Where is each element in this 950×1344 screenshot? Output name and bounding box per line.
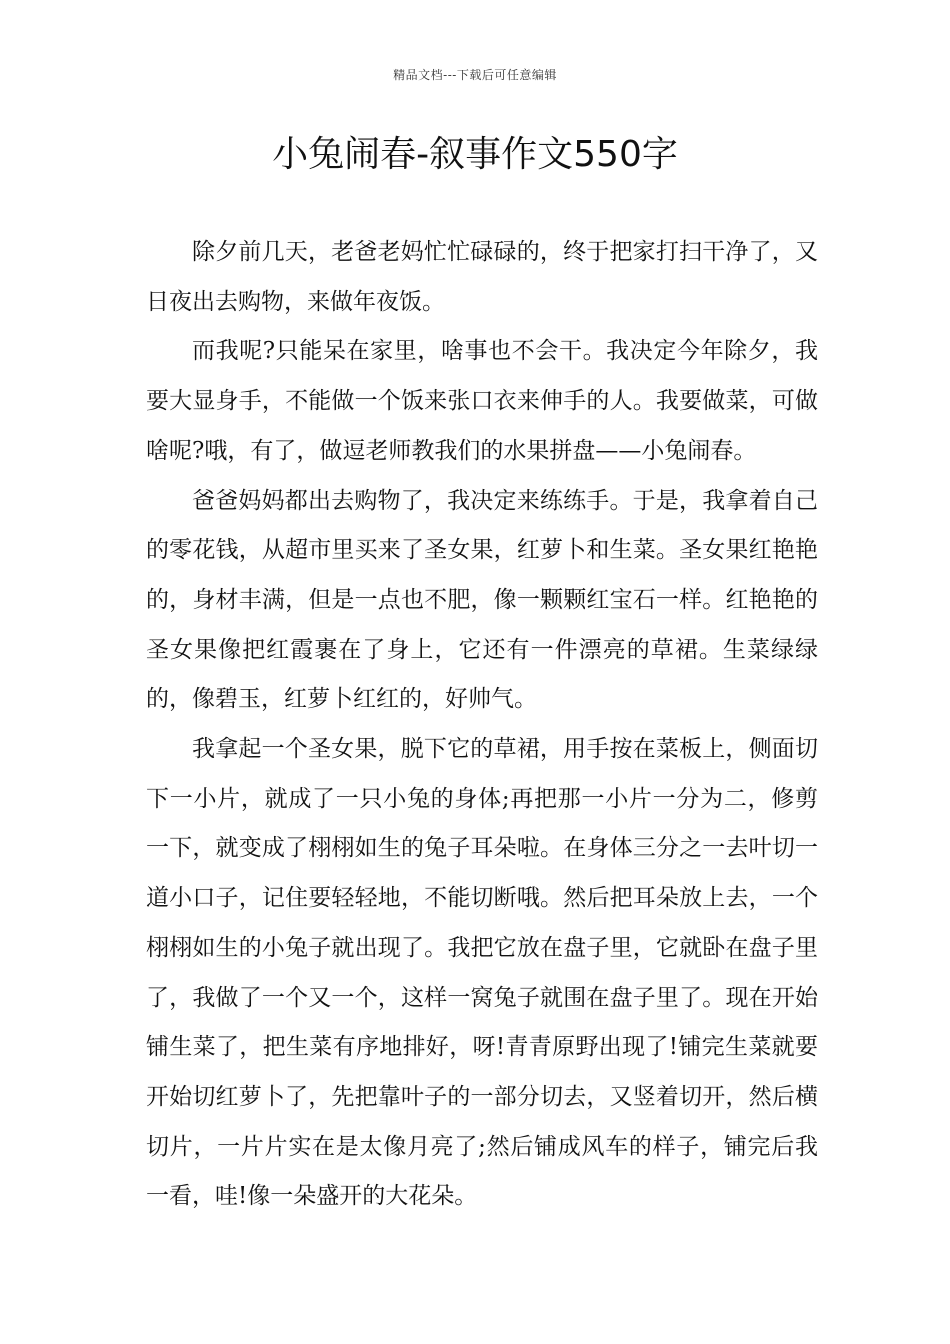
paragraph: 爸爸妈妈都出去购物了，我决定来练练手。于是，我拿着自己的零花钱，从超市里买来了圣女果，红萝卜和生菜。圣女果红艳艳的，身材丰满，但是一点也不肥，像一颗颗红宝石一样。红艳艳的圣女果像把红霞裹在了身上，它还有一件漂亮的草裙。生菜绿绿的，像碧玉，红萝卜红红的，好帅气。: [146, 487, 818, 713]
header-note: 精品文档---下载后可任意编辑: [393, 68, 557, 82]
document-title: 小兔闹春-叙事作文550字: [272, 134, 678, 175]
document-body: [146, 228, 818, 1222]
paragraph: 除夕前几天，老爸老妈忙忙碌碌的，终于把家打扫干净了，又日夜出去购物，来做年夜饭。: [146, 239, 818, 315]
paragraph: 我拿起一个圣女果，脱下它的草裙，用手按在菜板上，侧面切下一小片，就成了一只小兔的身体;再把那一小片一分为二，修剪一下，就变成了栩栩如生的兔子耳朵啦。在身体三分之一去叶切一道小口子，记住要轻轻地，不能切断哦。然后把耳朵放上去，一个栩栩如生的小兔子就出现了。我把它放在盘子里，它就卧在盘子里了，我做了一个又一个，这样一窝兔子就围在盘子里了。现在开始铺生菜了，把生菜有序地排好，呀!青青原野出现了!铺完生菜就要开始切红萝卜了，先把靠叶子的一部分切去，又竖着切开，然后横切片，一片片实在是太像月亮了;然后铺成风车的样子，铺完后我一看，哇!像一朵盛开的大花朵。: [146, 736, 818, 1210]
paragraph: 而我呢?只能呆在家里，啥事也不会干。我决定今年除夕，我要大显身手，不能做一个饭来张口衣来伸手的人。我要做菜，可做啥呢?哦，有了，做逗老师教我们的水果拼盘——小兔闹春。: [146, 338, 818, 464]
